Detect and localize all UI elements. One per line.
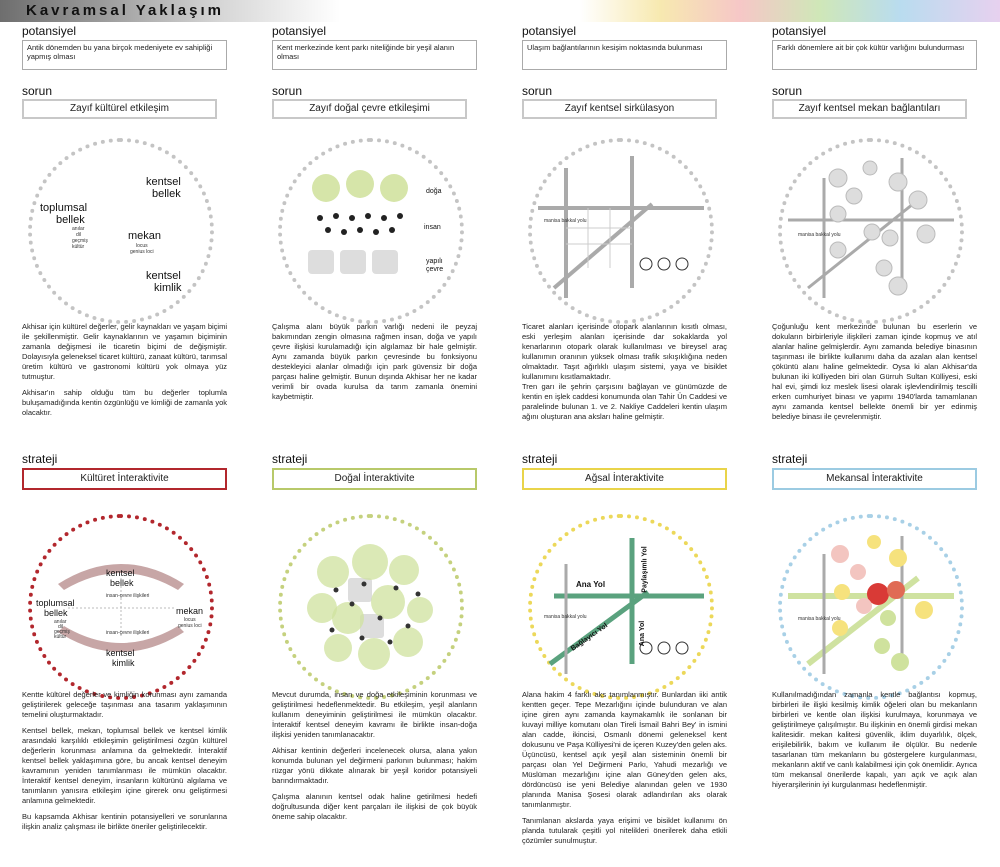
nature-diagram	[278, 138, 464, 324]
network-diagram	[528, 514, 714, 700]
sorun-box: Zayıf kentsel mekan bağlantıları	[772, 99, 967, 119]
kultur-label-2: kültür	[54, 634, 67, 640]
paragraph: Akhisar kentinin değerleri incelenecek olursa, alana yakın konumda bulunan yel değirmeni parkının bulunması; hakim rüzgar yönü dikkate alınarak bir yeşil koridor potansiyeli barındırmaktadır.	[272, 746, 477, 785]
building-block	[340, 250, 366, 274]
kultur-label: kültür	[72, 244, 85, 250]
relation-label-top: insan-çevre ilişkileri	[106, 593, 150, 599]
mekan-label-right: mekan	[176, 606, 204, 616]
cevre-label: çevre	[426, 266, 444, 273]
paragraph: Mevcut durumda, insan ve doğa etkileşiminin korunması ve geliştirilmesi hedeflenmektedir. Bu etkileşim, yeşil alanların kullanım deneyiminin geliştirilmesi ile mümkün olacaktır. İnteraktif kentsel deneyim kavramı ile birlikte insan-doğa ilişkisi yeniden tanımlanacaktır.	[272, 690, 477, 739]
relation-label-bottom: insan-çevre ilişkileri	[106, 630, 150, 636]
building-block	[348, 578, 372, 602]
potansiyel-heading: potansiyel	[772, 24, 827, 38]
gecmis-label-2: geçmiş	[54, 629, 70, 635]
description-strateji	[22, 690, 227, 832]
page-title: Kavramsal Yaklaşım	[26, 2, 225, 19]
paragraph: Çoğunluğu kent merkezinde bulunan bu eserlerin ve dokuların birbirleriyle ilişkileri zaman içinde kopmuş ve atıl alanlar haline gelmişlerdir. Aynı zamanda belediye binasının taşınması ile birlikte kullanımı daha da azalan alan kentsel çöküntü alanı haline gelmektedir. Oysa ki alan Akhisar'da bulunan iki külliyeden biri olan Gürruh Sultan Külliyesi, eski hal evi, şimdi kız meslek lisesi olarak işlevlendirilmiş tescilli erken cumhuriyet binası ve yapımı 1940'larda tamamlanan aynı zamanda kentsel bellekte önemli bir yer edinmiş belediye binası ile çevrelenmiştir.	[772, 322, 977, 421]
people-dots	[317, 213, 403, 235]
sorun-heading: sorun	[522, 84, 553, 98]
strateji-box: Ağsal İnteraktivite	[522, 468, 727, 490]
potansiyel-box: Ulaşım bağlantılarının kesişim noktasında bulunması	[522, 40, 727, 70]
kentsel-label-bottom: kentsel	[106, 648, 135, 658]
yapili-label: yapılı	[426, 258, 443, 265]
strateji-box: Kültüret İnteraktivite	[22, 468, 227, 490]
genius-loci-label: genius loci	[130, 249, 154, 255]
paragraph: Ticaret alanları içerisinde otopark alanlarının kısıtlı olması, eski yerleşim alanları içerisinde dar sokaklarda yol kenarlarının otopark olarak kullanılması ve bireysel araç kullanımın oranının yüksek olması trafik sıkışıklığına neden olmaktadır. Taşıt ağırlıklı ulaşım sistemi, yaya ve bisiklet kullanımını kısıtlamaktadır.	[522, 322, 727, 381]
toplumsal-label: toplumsal	[40, 202, 88, 214]
description-strateji	[772, 690, 977, 790]
column-agsal	[500, 22, 750, 867]
strateji-box: Mekansal İnteraktivite	[772, 468, 977, 490]
insan-label: insan	[424, 224, 441, 231]
description-sorun	[22, 322, 227, 418]
kentsel-bellek-label: bellek	[152, 188, 181, 200]
paragraph: Tanımlanan akslarda yaya erişimi ve bisiklet kullanımı ön planda tutularak çeşitli yol nitelikleri önerilerek daha etkili çözümler sunulmuştur.	[522, 816, 727, 845]
strateji-heading: strateji	[272, 452, 308, 466]
description-sorun	[272, 322, 477, 402]
paragraph: Kullanılmadığından zamanla kentle bağlantısı kopmuş, birbirleri ile ilişki kesilmiş kimlik öğeleri olan bu mekanların birbirleri ve kentle olan ilişkisi kurulmaya, korunmaya ve geliştirilmeye çalışılmıştır. Bu ilişkinin en önemli girdisi mekan kalitesidir. mekan kalitesi güvenlik, iklim duyarlılık, ölçek, erişilebilirlik, bakım ve kullanım ile ölçülür. Bu nedenle tasarlanan tüm mekanların bu göstergelere kurgulanması, mekanların aktif ve canlı kalabilmesi için çok önemlidir. Ayrıca tüm mekansal önerilerde kapalı, yarı açık ve açık alan hiyerarşilerinin iyi kurgulanması hedeflenmiştir.	[772, 690, 977, 789]
strateji-heading: strateji	[22, 452, 58, 466]
paragraph: Bu kapsamda Akhisar kentinin potansiyelleri ve sorunlarına ilişkin analiz çalışması ile birlikte öneriler geliştirilecektir.	[22, 812, 227, 831]
kimlik-label-bottom: kimlik	[112, 658, 135, 668]
description-sorun	[522, 322, 727, 422]
paragraph: Tren garı ile şehrin çarşısını bağlayan ve günümüzde de kentin en işlek caddesi konumunda olan Tahir Ün Caddesi ve paralelinde bulunan 1. ve 2. Nakliye Caddeleri kentin ulaşım ağını oluşturan ana aksları haline gelmiştir.	[522, 382, 727, 421]
manisa-road-label: manisa bakkal yolu	[544, 614, 587, 620]
pedestrian-icon	[676, 258, 688, 270]
ana-yol-label-vertical: Ana Yol	[639, 620, 647, 647]
spatial-diagram	[778, 138, 964, 324]
title-banner	[0, 0, 1000, 22]
paragraph: Akhisar için kültürel değerler, gelir kaynakları ve yaşam biçimi ile şekillenmiştir. Gelir kaynaklarının ve yaşamın biçiminin zamanla değişmesi ile ticaretin biçimi de değişmiştir. Dolayısıyla geleneksel ticaret kültürü, zanaat kültürü, tarımsal üretim kültürü ve gastronomi kültürü yok olmaya yüz tutmuştur.	[22, 322, 227, 381]
circulation-diagram	[528, 138, 714, 324]
locus-label: locus	[136, 243, 148, 249]
dil-label: dil	[76, 232, 82, 238]
dil-label-2: dil	[58, 624, 64, 630]
kentsel-label-top: kentsel	[106, 568, 135, 578]
anilar-label: anılar	[72, 226, 85, 232]
concept-circle-strateji	[28, 514, 214, 700]
concept-circle-strateji	[528, 514, 714, 700]
sorun-heading: sorun	[772, 84, 803, 98]
bus-icon	[658, 258, 670, 270]
heritage-nodes	[831, 535, 933, 671]
road-axes	[538, 156, 704, 298]
green-blob	[312, 174, 340, 202]
sorun-box: Zayıf kentsel sirkülasyon	[522, 99, 717, 119]
sorun-box: Zayıf kültürel etkileşim	[22, 99, 217, 119]
building-block	[308, 250, 334, 274]
toplumsal-label-left: toplumsal	[36, 598, 75, 608]
bicycle-icon	[676, 642, 688, 654]
grid-lines	[566, 208, 632, 268]
mekan-label: mekan	[128, 230, 162, 242]
potansiyel-box: Kent merkezinde kent parkı niteliğinde bir yeşil alanın olması	[272, 40, 477, 70]
doga-label: doğa	[426, 188, 442, 195]
strateji-heading: strateji	[772, 452, 808, 466]
paylasimli-yol-label: Paylaşımlı Yol	[641, 546, 649, 593]
description-sorun	[772, 322, 977, 422]
concept-circle-strateji	[278, 514, 464, 700]
pedestrian-icon	[658, 642, 670, 654]
tree-canopies	[307, 544, 433, 670]
concept-circle-sorun	[278, 138, 464, 324]
spatial-network-diagram	[778, 514, 964, 700]
strateji-box: Doğal İnteraktivite	[272, 468, 477, 490]
genius-label-right: genius loci	[178, 623, 202, 629]
locus-label-right: locus	[184, 617, 196, 623]
sorun-heading: sorun	[272, 84, 303, 98]
bellek-label: bellek	[56, 214, 85, 226]
gecmis-label: geçmiş	[72, 238, 88, 244]
sorun-heading: sorun	[22, 84, 53, 98]
manisa-road-label: manisa bakkal yolu	[798, 232, 841, 238]
green-blob	[380, 174, 408, 202]
strateji-heading: strateji	[522, 452, 558, 466]
column-kulturel	[0, 22, 250, 867]
paragraph: Çalışma alanının kentsel odak haline getirilmesi hedefi doğrultusunda diğer kent parçaları ile ilişkisi de çok büyük öneme sahip olacaktır.	[272, 792, 477, 821]
potansiyel-box: Antik dönemden bu yana birçok medeniyete ev sahipliği yapmış olması	[22, 40, 227, 70]
description-strateji	[522, 690, 727, 846]
paragraph: Kentte kültürel değerler ve kimliğin korunması aynı zamanda geliştirilerek geleceğe taşınması ana tasarım yaklaşımının temelini oluşturmaktadır.	[22, 690, 227, 719]
sorun-box: Zayıf doğal çevre etkileşimi	[272, 99, 467, 119]
building-block	[372, 250, 398, 274]
green-network-diagram	[278, 514, 464, 700]
bellek-label-top: bellek	[110, 578, 134, 588]
baglayici-yol-label: Bağlayıcı Yol	[569, 622, 610, 653]
green-blob	[346, 170, 374, 198]
bellek-label-left: bellek	[44, 608, 68, 618]
kentsel-label: kentsel	[146, 176, 181, 188]
concept-circle-sorun	[28, 138, 214, 324]
column-dogal	[250, 22, 500, 867]
paragraph: Kentsel bellek, mekan, toplumsal bellek ve kentsel kimlik arasındaki karşılıklı etkileşimin geliştirilmesi özgün kültürel değerlerin korunması anlamına da gelmektedir. İnteraktif kentsel bellek yaklaşımına göre, bu ancak kentsel deneyim kavramının yeniden tanımlanması ile mümkün olacaktır. İnteraktif kentsel deneyim, insanların kültürünü algılama ve tanımlanın yanısıra etkileşim içine girerek onu geliştirmesi anlamına gelmektedir.	[22, 726, 227, 805]
potansiyel-heading: potansiyel	[22, 24, 77, 38]
manisa-road-label: manisa bakkal yolu	[544, 218, 587, 224]
description-strateji	[272, 690, 477, 822]
kimlik-label: kimlik	[154, 282, 182, 294]
anilar-label-2: anılar	[54, 619, 67, 625]
potansiyel-heading: potansiyel	[272, 24, 327, 38]
manisa-road-label: manisa bakkal yolu	[798, 616, 841, 622]
potansiyel-box: Farklı dönemlere ait bir çok kültür varlığını bulundurması	[772, 40, 977, 70]
kentsel-kimlik-label-1: kentsel	[146, 270, 181, 282]
paragraph: Alana hakim 4 farklı aks tanımlanmıştır. Bunlardan iiki antik kentten geçer. Tepe Mezarlığını içinde bulunduran ve alan içine giren aynı zamanda kaymakamlık ile sonlanan bir kuvayi milliye komutanı olan Tireli İsmail Bahri Bey' in ismini alan cadde, ikincisi, Osmanlı dönemi geleneksel kent dokusunu ve Paşa Külliyesi'ni de içeren Kuzey'den gelen aks. Üçüncüsü, kentsel açık yeşil alan sisteminin önemli bir parçası olan Yel Değirmeni Parkı, Yahudi mezarlığı ve Müslüman mezarlığını içine alan Güney'den gelen aks, dördüncüsü ise yeni Belediye alanından gelen ve 1930 planında Manisa Şosesi olarak adlandırılan aks olarak tanımlanmıştır.	[522, 690, 727, 809]
concept-circle-strateji	[778, 514, 964, 700]
car-icon	[640, 258, 652, 270]
potansiyel-heading: potansiyel	[522, 24, 577, 38]
ana-yol-label-horizontal: Ana Yol	[576, 580, 606, 589]
concept-circle-sorun	[778, 138, 964, 324]
paragraph: Çalışma alanı büyük parkın varlığı nedeni ile peyzaj bakımından zengin olmasına rağmen insan, doğa ve yapılı çevre ilişkisi kurulamadığı için algılamaz bir hale gelmiştir. Aynı zamanda büyük parkın çevresinde bu fonksiyonu destekleyici alanlar olmadığı için park güvensiz bir doğa parçası haline gelmiştir. Bunun dışında Akhisar her ne kadar verimli bir ovada kurulsa da tarım zamanla önemini kaybetmiştir.	[272, 322, 477, 401]
paragraph: Akhisar'ın sahip olduğu tüm bu değerler toplumla buluşamadığında kentin özgünlüğü ve kimliği de zamanla yok olacaktır.	[22, 388, 227, 417]
column-mekansal	[750, 22, 1000, 867]
concept-circle-sorun	[528, 138, 714, 324]
